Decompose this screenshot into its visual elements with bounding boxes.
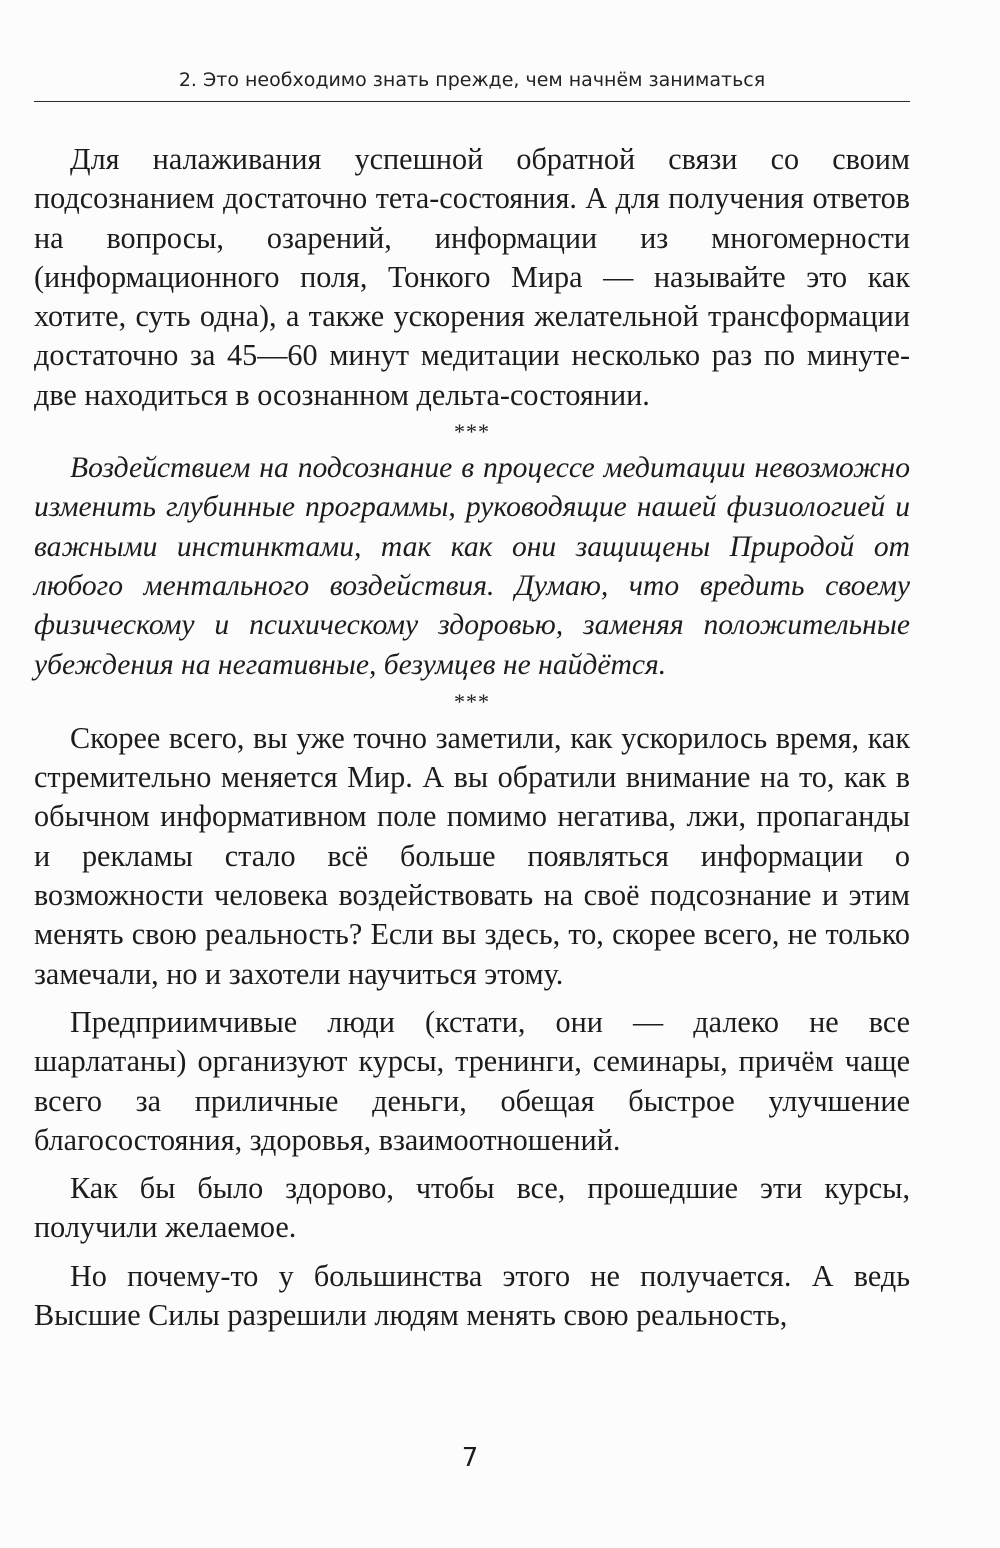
paragraph-5: Но почему-то у большинства этого не получается. А ведь Высшие Силы разрешили людям менять свою реальность,: [34, 1258, 910, 1333]
italic-paragraph: Воздействием на подсознание в процессе медитации невозможно изменить глубинные программы, руководящие нашей физиологией и важными инстинктами, так как они защищены Природой от любого ментального воздействия. Думаю, что вредить своему физическому и психическому здоровью, заменяя положительные убеждения на негативные, безумцев не найдётся.: [34, 452, 910, 681]
header-rule: [34, 101, 910, 102]
paragraph-4: Как бы было здорово, чтобы все, прошедшие эти курсы, получили желаемое.: [34, 1171, 910, 1245]
paragraph-1: Для налаживания успешной обратной связи со своим подсознанием достаточно тета-состояния. А для получения ответов на вопросы, озарений, информации из многомерности (информационного поля, Тонкого Мира — называйте это как хотите, суть одна), а также ускорения желательной трансформации достаточно за 45—60 минут медитации несколько раз по минуте-две находиться в осознанном дельта-состоянии.: [34, 142, 910, 412]
section-separator-2: ***: [454, 688, 490, 714]
paragraph-3: Предприимчивые люди (кстати, они — далеко не все шарлатаны) организуют курсы, тренинги, семинары, причём чаще всего за приличные деньги, обещая быстрое улучшение благосостояния, здоровья, взаимоотношений.: [34, 1004, 910, 1157]
paragraph-2: Скорее всего, вы уже точно заметили, как ускорилось время, как стремительно меняется Мир. А вы обратили внимание на то, как в обычном информативном поле помимо негатива, лжи, пропаганды и рекламы стало всё больше появляться информации о возможности человека воздействовать на своё подсознание и этим менять свою реальность? Если вы здесь, то, скорее всего, не только замечали, но и захотели научиться этому.: [34, 720, 910, 991]
section-separator-1: ***: [454, 419, 490, 445]
running-header: 2. Это необходимо знать прежде, чем начнём заниматься: [178, 69, 766, 91]
main-text: [34, 140, 910, 1335]
page-number: 7: [461, 1443, 479, 1473]
